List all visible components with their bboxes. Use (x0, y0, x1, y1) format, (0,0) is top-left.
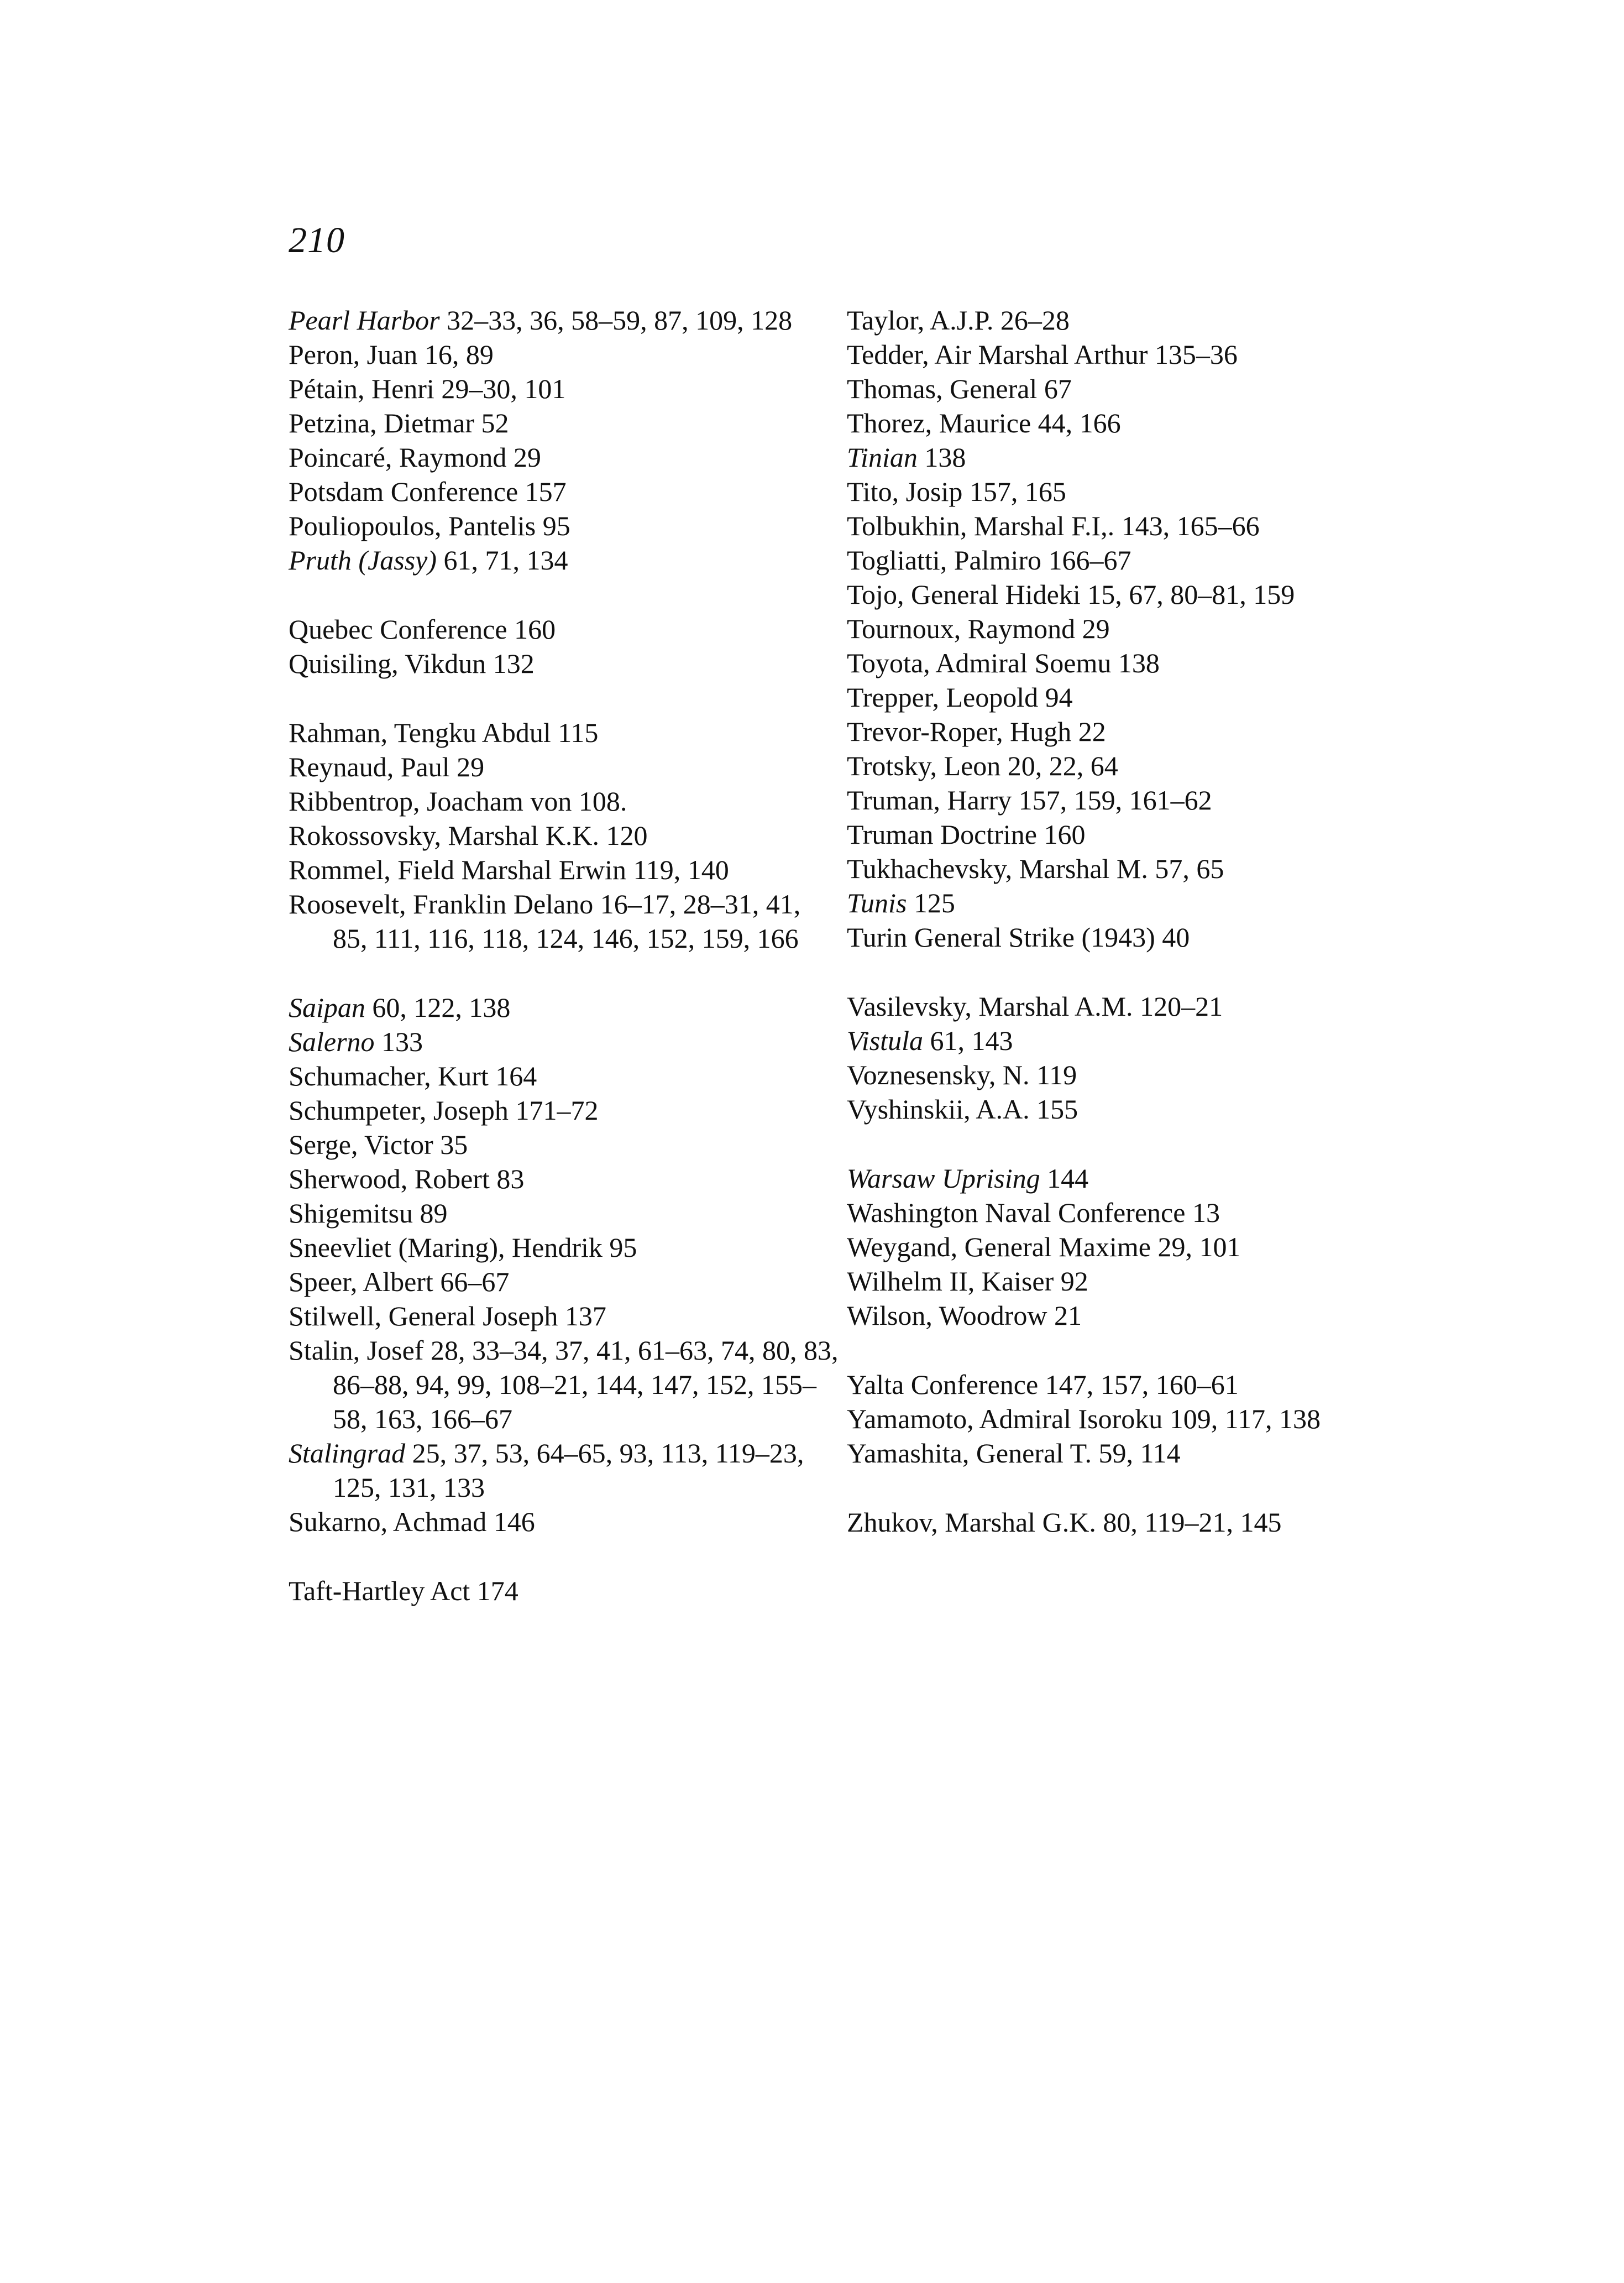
index-entry (289, 1025, 841, 1059)
index-term: Vyshinskii, A.A. (847, 1094, 1030, 1125)
index-term: Stilwell, General Joseph (289, 1300, 558, 1331)
index-letter-group (289, 715, 841, 955)
page-references: 166–67 (1048, 545, 1131, 576)
index-term: Pouliopoulos, Pantelis (289, 510, 536, 541)
index-term: Yamamoto, Admiral Isoroku (847, 1403, 1163, 1434)
page-references: 157, 165 (969, 476, 1066, 507)
index-entry (847, 680, 1400, 714)
index-term: Rommel, Field Marshal Erwin (289, 854, 627, 885)
page-references: 80, 119–21, 145 (1103, 1507, 1282, 1538)
index-entry (847, 783, 1400, 817)
page-references: 32–33, 36, 58–59, 87, 109, 128 (447, 305, 793, 336)
page-references: 89 (420, 1198, 448, 1229)
index-term: Tukhachevsky, Marshal M. (847, 853, 1148, 884)
index-entry (847, 612, 1400, 646)
index-entry (847, 1367, 1400, 1402)
index-term: Tito, Josip (847, 476, 963, 507)
index-entry (847, 1023, 1400, 1058)
index-term: Thomas, General (847, 373, 1038, 404)
page-references: 143, 165–66 (1121, 510, 1260, 541)
page-references: 29, 101 (1157, 1231, 1241, 1262)
page-references: 29–30, 101 (441, 373, 566, 404)
page-references: 94 (1045, 682, 1073, 713)
page-references: 15, 67, 80–81, 159 (1087, 579, 1295, 610)
index-entry (289, 887, 841, 955)
index-entry (847, 714, 1400, 749)
index-entry (847, 303, 1400, 337)
index-entry (289, 543, 841, 577)
index-entry (289, 990, 841, 1025)
page-references: 157, 159, 161–62 (1018, 785, 1212, 816)
index-entry (847, 1298, 1400, 1333)
index-term: Thorez, Maurice (847, 408, 1031, 438)
page-references: 164 (495, 1060, 537, 1091)
index-letter-group (289, 990, 841, 1539)
index-entry (289, 715, 841, 750)
index-term: Taylor, A.J.P. (847, 305, 994, 336)
index-entry (847, 474, 1400, 509)
page-references: 28, 33–34, 37, 41, 61–63, 74, 80, 83, 86–88, 94, 99, 108–21, 144, 147, 152, 155–58, 163, 166–67 (333, 1335, 839, 1434)
page-references: 115 (558, 717, 599, 748)
page-references: 67 (1044, 373, 1072, 404)
index-entry (847, 1195, 1400, 1230)
index-entry (847, 1092, 1400, 1126)
page-references: 83 (496, 1163, 525, 1194)
index-term: Vasilevsky, Marshal A.M. (847, 991, 1133, 1022)
page-references: 29 (1082, 613, 1110, 644)
index-term: Pearl Harbor (289, 305, 440, 336)
index-term: Trepper, Leopold (847, 682, 1039, 713)
page-references: 119 (1036, 1059, 1077, 1090)
index-term: Wilhelm II, Kaiser (847, 1266, 1054, 1297)
index-letter-group (289, 612, 841, 681)
page-references: 171–72 (515, 1095, 599, 1126)
index-entry (847, 509, 1400, 543)
index-entry (289, 1127, 841, 1162)
index-entry (289, 372, 841, 406)
index-entry (289, 1574, 841, 1608)
index-term: Reynaud, Paul (289, 751, 450, 782)
page-references: 95 (542, 510, 570, 541)
index-term: Rahman, Tengku Abdul (289, 717, 551, 748)
index-letter-group (847, 1505, 1400, 1539)
page-references: 26–28 (1000, 305, 1070, 336)
index-term: Serge, Victor (289, 1129, 433, 1160)
index-term: Tinian (847, 442, 918, 473)
index-letter-group (847, 1161, 1400, 1333)
index-entry (289, 303, 841, 337)
index-term: Schumpeter, Joseph (289, 1095, 509, 1126)
index-entry (847, 1161, 1400, 1195)
index-entry (847, 1402, 1400, 1436)
index-entry (289, 750, 841, 784)
index-term: Sherwood, Robert (289, 1163, 490, 1194)
index-letter-group (847, 1367, 1400, 1470)
index-entry (847, 440, 1400, 474)
page-references: 52 (481, 408, 509, 438)
index-entry (289, 1436, 841, 1504)
page-references: 137 (564, 1300, 606, 1331)
index-term: Taft-Hartley Act (289, 1575, 470, 1606)
index-term: Rokossovsky, Marshal K.K. (289, 820, 600, 851)
index-term: Warsaw Uprising (847, 1163, 1040, 1194)
index-term: Ribbentrop, Joacham von (289, 786, 572, 817)
index-term: Turin General Strike (1943) (847, 922, 1155, 953)
index-entry (847, 920, 1400, 954)
index-entry (847, 337, 1400, 372)
index-entry (289, 474, 841, 509)
index-term: Roosevelt, Franklin Delano (289, 889, 594, 920)
index-term: Quisiling, Vikdun (289, 648, 486, 679)
index-term: Truman Doctrine (847, 819, 1037, 850)
index-entry (847, 406, 1400, 440)
index-letter-group (847, 303, 1400, 954)
page-number: 210 (289, 220, 345, 260)
index-entry (289, 440, 841, 474)
index-term: Tojo, General Hideki (847, 579, 1081, 610)
page-references: 120 (606, 820, 648, 851)
index-term: Petzina, Dietmar (289, 408, 474, 438)
page-references: 108. (578, 786, 627, 817)
page-references: 160 (514, 614, 556, 645)
index-entry (289, 1299, 841, 1333)
page-references: 155 (1036, 1094, 1078, 1125)
index-entry (289, 1093, 841, 1127)
index-letter-group (847, 989, 1400, 1126)
index-entry (289, 1230, 841, 1265)
index-entry (289, 1265, 841, 1299)
index-entry (847, 1436, 1400, 1470)
index-entry (847, 886, 1400, 920)
index-term: Tolbukhin, Marshal F.I,. (847, 510, 1115, 541)
index-term: Poincaré, Raymond (289, 442, 507, 473)
index-term: Togliatti, Palmiro (847, 545, 1042, 576)
index-term: Trotsky, Leon (847, 750, 1001, 781)
index-term: Yamashita, General T. (847, 1438, 1092, 1469)
page-references: 21 (1054, 1300, 1082, 1331)
index-term: Sukarno, Achmad (289, 1506, 487, 1537)
page-references: 135–36 (1154, 339, 1238, 370)
index-entry (289, 509, 841, 543)
index-entry (847, 646, 1400, 680)
page-references: 95 (609, 1232, 637, 1263)
page-references: 29 (513, 442, 541, 473)
page-references: 146 (493, 1506, 535, 1537)
page-references: 16, 89 (424, 339, 494, 370)
index-entry (847, 817, 1400, 851)
index-term: Toyota, Admiral Soemu (847, 647, 1112, 678)
page-references: 13 (1192, 1197, 1220, 1228)
page-references: 60, 122, 138 (372, 992, 511, 1023)
index-entry (289, 406, 841, 440)
page-references: 44, 166 (1038, 408, 1121, 438)
page-references: 40 (1162, 922, 1190, 953)
index-entry (847, 1264, 1400, 1298)
index-term: Tournoux, Raymond (847, 613, 1076, 644)
index-term: Stalin, Josef (289, 1335, 424, 1366)
index-term: Trevor-Roper, Hugh (847, 716, 1072, 747)
index-letter-group (289, 1574, 841, 1608)
index-term: Tedder, Air Marshal Arthur (847, 339, 1148, 370)
index-entry (847, 577, 1400, 612)
index-term: Sneevliet (Maring), Hendrik (289, 1232, 603, 1263)
index-term: Weygand, General Maxime (847, 1231, 1151, 1262)
index-term: Truman, Harry (847, 785, 1012, 816)
index-entry (847, 749, 1400, 783)
index-term: Pruth (Jassy) (289, 545, 437, 576)
index-term: Shigemitsu (289, 1198, 413, 1229)
page-references: 109, 117, 138 (1169, 1403, 1321, 1434)
index-term: Washington Naval Conference (847, 1197, 1186, 1228)
index-term: Saipan (289, 992, 365, 1023)
page-references: 120–21 (1140, 991, 1223, 1022)
index-entry (289, 818, 841, 853)
page-references: 57, 65 (1155, 853, 1224, 884)
index-term: Potsdam Conference (289, 476, 518, 507)
index-column-left (289, 303, 841, 1643)
page-references: 138 (924, 442, 966, 473)
index-term: Vistula (847, 1025, 923, 1056)
index-term: Yalta Conference (847, 1369, 1039, 1400)
index-entry (847, 543, 1400, 577)
page-references: 160 (1044, 819, 1086, 850)
index-entry (847, 989, 1400, 1023)
index-entry (289, 1162, 841, 1196)
index-entry (847, 1058, 1400, 1092)
page-references: 125 (913, 887, 955, 918)
index-column-right (847, 303, 1400, 1574)
index-entry (289, 853, 841, 887)
index-entry (289, 1333, 841, 1436)
index-term: Quebec Conference (289, 614, 507, 645)
index-term: Pétain, Henri (289, 373, 434, 404)
page-references: 25, 37, 53, 64–65, 93, 113, 119–23, 125, 131, 133 (333, 1438, 804, 1503)
page-references: 61, 71, 134 (443, 545, 568, 576)
index-term: Stalingrad (289, 1438, 406, 1469)
page-references: 138 (1118, 647, 1160, 678)
index-term: Speer, Albert (289, 1266, 433, 1297)
index-term: Zhukov, Marshal G.K. (847, 1507, 1096, 1538)
page-references: 174 (476, 1575, 518, 1606)
page-references: 119, 140 (633, 854, 729, 885)
index-entry (847, 1505, 1400, 1539)
index-term: Wilson, Woodrow (847, 1300, 1047, 1331)
index-entry (847, 372, 1400, 406)
page-references: 61, 143 (930, 1025, 1013, 1056)
index-term: Tunis (847, 887, 907, 918)
page-references: 35 (440, 1129, 468, 1160)
page-references: 92 (1060, 1266, 1088, 1297)
index-entry (289, 337, 841, 372)
index-entry (289, 1504, 841, 1539)
index-term: Salerno (289, 1026, 375, 1057)
page-references: 157 (525, 476, 567, 507)
page-references: 16–17, 28–31, 41, 85, 111, 116, 118, 124, 146, 152, 159, 166 (333, 889, 801, 954)
index-entry (847, 851, 1400, 886)
page-references: 144 (1047, 1163, 1089, 1194)
index-entry (289, 612, 841, 646)
index-entry (289, 1059, 841, 1093)
index-letter-group (289, 303, 841, 577)
index-entry (847, 1230, 1400, 1264)
index-entry (289, 1196, 841, 1230)
page-references: 133 (381, 1026, 423, 1057)
index-term: Schumacher, Kurt (289, 1060, 489, 1091)
page-references: 20, 22, 64 (1007, 750, 1118, 781)
page-references: 29 (457, 751, 485, 782)
index-term: Voznesensky, N. (847, 1059, 1030, 1090)
page-references: 66–67 (440, 1266, 510, 1297)
page-references: 147, 157, 160–61 (1045, 1369, 1239, 1400)
page-references: 59, 114 (1098, 1438, 1181, 1469)
page-references: 132 (493, 648, 535, 679)
index-entry (289, 646, 841, 681)
index-entry (289, 784, 841, 818)
page-references: 22 (1078, 716, 1106, 747)
index-term: Peron, Juan (289, 339, 418, 370)
